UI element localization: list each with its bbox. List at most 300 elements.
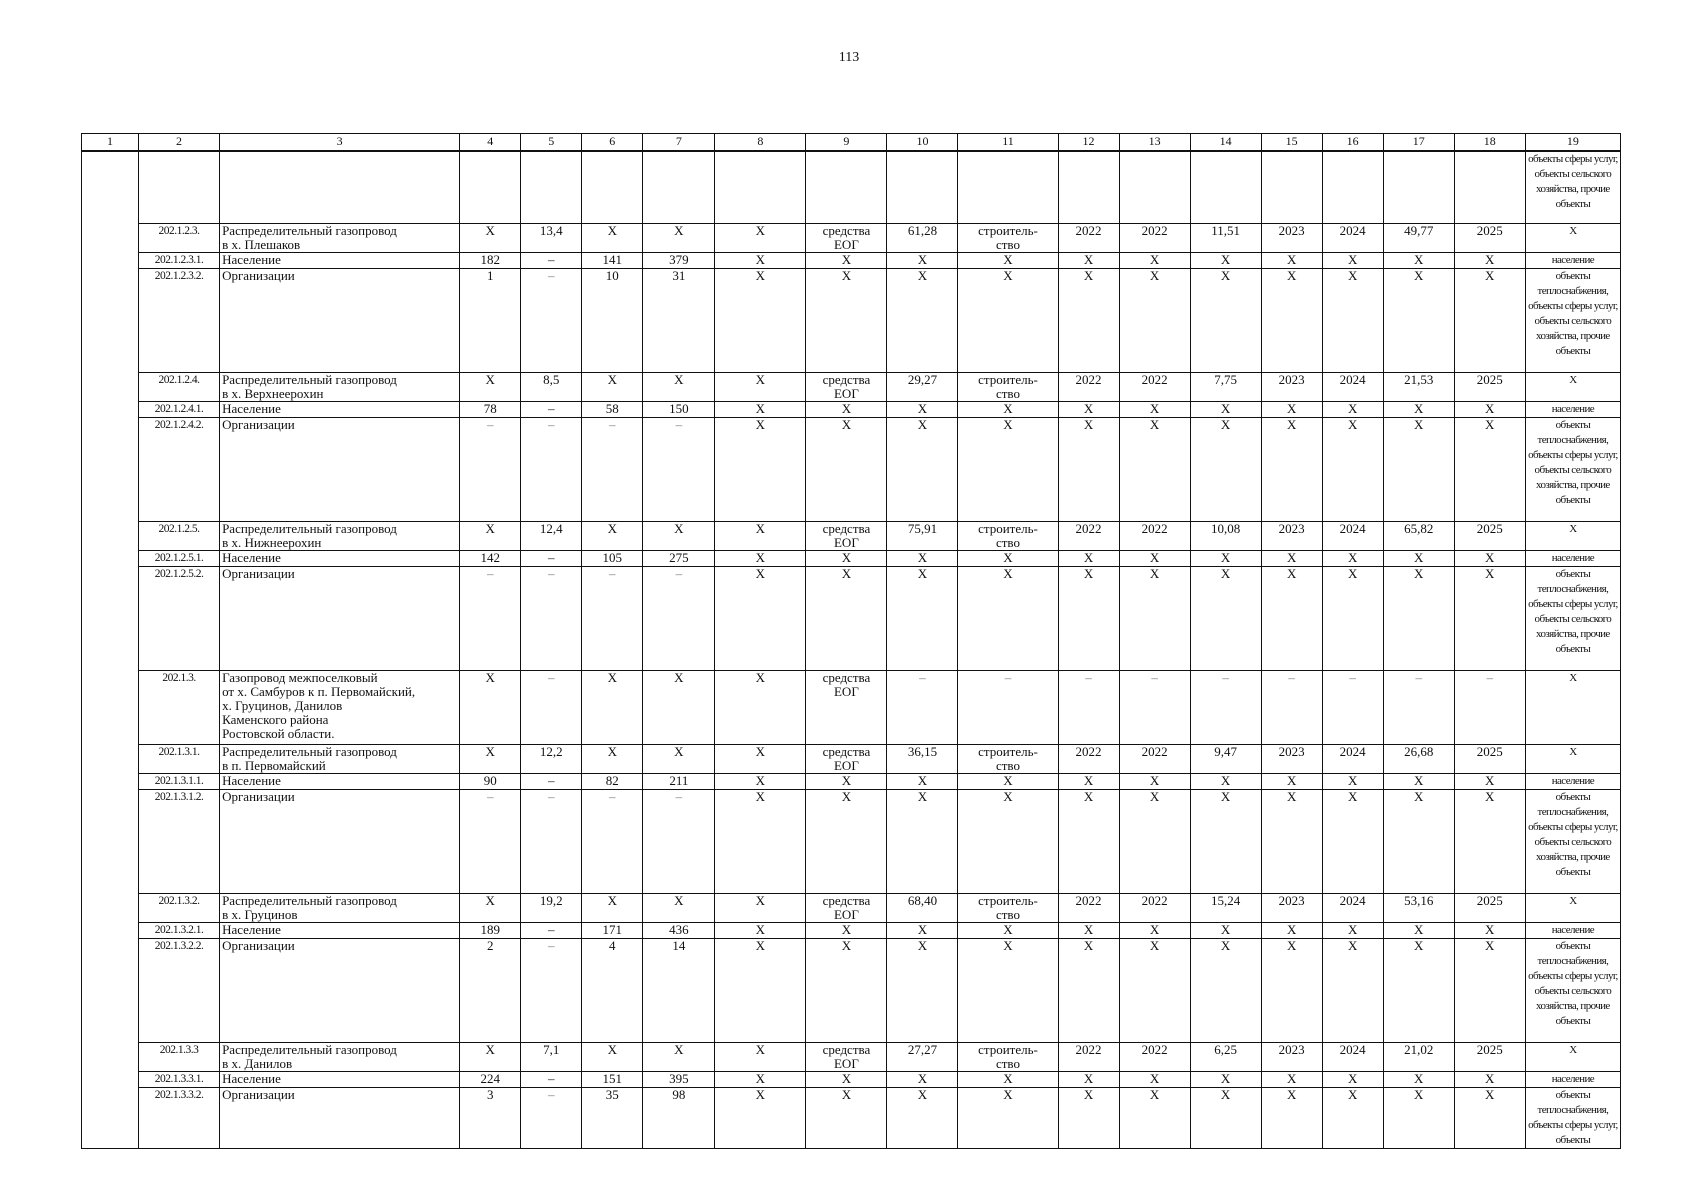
value-cell-col-11: Х xyxy=(958,1071,1058,1087)
value-cell-col-16: Х xyxy=(1322,1071,1383,1087)
value-cell-col-16: Х xyxy=(1322,401,1383,417)
value-cell-col-8: Х xyxy=(715,268,806,372)
value-cell-col-7: – xyxy=(643,417,715,521)
value-cell-col-8 xyxy=(715,151,806,223)
purpose-cell: объекты теплоснабжения, объекты сферы услуг, объекты сельского хозяйства, прочие объекты xyxy=(1525,417,1620,521)
value-cell-col-16: 2024 xyxy=(1322,744,1383,773)
item-name-cell: Население xyxy=(220,1071,460,1087)
value-cell-col-5: 8,5 xyxy=(521,372,582,401)
value-cell-col-4: Х xyxy=(460,893,521,922)
value-cell-col-6: 141 xyxy=(582,252,643,268)
purpose-cell: объекты теплоснабжения, объекты сферы услуг, объекты xyxy=(1525,1087,1620,1148)
value-cell-col-7: 395 xyxy=(643,1071,715,1087)
value-cell-col-12: Х xyxy=(1058,550,1119,566)
value-cell-col-9 xyxy=(806,151,887,223)
value-cell-col-15: Х xyxy=(1261,252,1322,268)
value-cell-col-16: Х xyxy=(1322,268,1383,372)
column-number-9: 9 xyxy=(806,134,887,152)
value-cell-col-18: Х xyxy=(1454,550,1525,566)
item-name-cell: Распределительный газопровод в х. Груцинов xyxy=(220,893,460,922)
column-number-18: 18 xyxy=(1454,134,1525,152)
value-cell-col-18: 2025 xyxy=(1454,1042,1525,1071)
table-row xyxy=(82,252,1621,268)
value-cell-col-16: 2024 xyxy=(1322,223,1383,252)
value-cell-col-7: 31 xyxy=(643,268,715,372)
value-cell-col-17: – xyxy=(1383,670,1454,744)
value-cell-col-15: Х xyxy=(1261,268,1322,372)
value-cell-col-13: Х xyxy=(1119,550,1190,566)
value-cell-col-11: Х xyxy=(958,789,1058,893)
value-cell-col-12: – xyxy=(1058,670,1119,744)
value-cell-col-16: Х xyxy=(1322,922,1383,938)
item-code-cell: 202.1.2.4.1. xyxy=(139,401,220,417)
value-cell-col-4 xyxy=(460,151,521,223)
column-number-19: 19 xyxy=(1525,134,1620,152)
value-cell-col-9: Х xyxy=(806,401,887,417)
value-cell-col-17: 53,16 xyxy=(1383,893,1454,922)
value-cell-col-4: 1 xyxy=(460,268,521,372)
value-cell-col-12: Х xyxy=(1058,566,1119,670)
value-cell-col-8: Х xyxy=(715,417,806,521)
value-cell-col-12: Х xyxy=(1058,938,1119,1042)
value-cell-col-8: Х xyxy=(715,1071,806,1087)
value-cell-col-9: Х xyxy=(806,252,887,268)
table-row xyxy=(82,151,1621,223)
value-cell-col-9: Х xyxy=(806,1071,887,1087)
item-name-cell: Газопровод межпоселковый от х. Самбуров к п. Первомайский, х. Груцинов, Данилов Каменского района Ростовской области. xyxy=(220,670,460,744)
value-cell-col-14: Х xyxy=(1190,252,1261,268)
value-cell-col-5: – xyxy=(521,550,582,566)
value-cell-col-18 xyxy=(1454,151,1525,223)
value-cell-col-6: Х xyxy=(582,744,643,773)
column-number-12: 12 xyxy=(1058,134,1119,152)
value-cell-col-14: 9,47 xyxy=(1190,744,1261,773)
value-cell-col-11: Х xyxy=(958,268,1058,372)
value-cell-col-18: – xyxy=(1454,670,1525,744)
value-cell-col-14: Х xyxy=(1190,550,1261,566)
value-cell-col-8: Х xyxy=(715,550,806,566)
item-code-cell: 202.1.2.5. xyxy=(139,521,220,550)
value-cell-col-4: Х xyxy=(460,521,521,550)
table-row xyxy=(82,670,1621,744)
value-cell-col-4: – xyxy=(460,789,521,893)
item-name-cell: Организации xyxy=(220,1087,460,1148)
value-cell-col-8: Х xyxy=(715,670,806,744)
item-name-cell: Распределительный газопровод в х. Верхнеерохин xyxy=(220,372,460,401)
column-number-17: 17 xyxy=(1383,134,1454,152)
value-cell-col-15: Х xyxy=(1261,789,1322,893)
value-cell-col-4: 224 xyxy=(460,1071,521,1087)
value-cell-col-16: Х xyxy=(1322,1087,1383,1148)
value-cell-col-7: 98 xyxy=(643,1087,715,1148)
item-code-cell: 202.1.2.4. xyxy=(139,372,220,401)
value-cell-col-7: Х xyxy=(643,744,715,773)
value-cell-col-8: Х xyxy=(715,1042,806,1071)
column-1-cell xyxy=(82,151,139,1148)
item-code-cell: 202.1.3.3.2. xyxy=(139,1087,220,1148)
value-cell-col-16: Х xyxy=(1322,566,1383,670)
table-row xyxy=(82,372,1621,401)
value-cell-col-15: Х xyxy=(1261,550,1322,566)
value-cell-col-6: 35 xyxy=(582,1087,643,1148)
value-cell-col-6: Х xyxy=(582,1042,643,1071)
item-name-cell: Организации xyxy=(220,268,460,372)
value-cell-col-13: 2022 xyxy=(1119,223,1190,252)
item-name-cell: Распределительный газопровод в х. Нижнеерохин xyxy=(220,521,460,550)
table-row xyxy=(82,789,1621,893)
value-cell-col-18: Х xyxy=(1454,417,1525,521)
value-cell-col-11: Х xyxy=(958,938,1058,1042)
value-cell-col-17: 21,02 xyxy=(1383,1042,1454,1071)
value-cell-col-5: – xyxy=(521,268,582,372)
value-cell-col-18: 2025 xyxy=(1454,744,1525,773)
table-row xyxy=(82,1071,1621,1087)
value-cell-col-11: строитель- ство xyxy=(958,744,1058,773)
value-cell-col-15: 2023 xyxy=(1261,223,1322,252)
value-cell-col-13: Х xyxy=(1119,938,1190,1042)
value-cell-col-15: Х xyxy=(1261,566,1322,670)
value-cell-col-13: 2022 xyxy=(1119,521,1190,550)
value-cell-col-8: Х xyxy=(715,893,806,922)
value-cell-col-7: Х xyxy=(643,1042,715,1071)
value-cell-col-6: Х xyxy=(582,670,643,744)
data-table xyxy=(81,133,1621,1149)
value-cell-col-15: Х xyxy=(1261,401,1322,417)
value-cell-col-12: 2022 xyxy=(1058,223,1119,252)
value-cell-col-9: средства ЕОГ xyxy=(806,744,887,773)
value-cell-col-10: Х xyxy=(887,1087,958,1148)
column-number-3: 3 xyxy=(220,134,460,152)
value-cell-col-18: Х xyxy=(1454,401,1525,417)
value-cell-col-9: средства ЕОГ xyxy=(806,372,887,401)
table-row xyxy=(82,223,1621,252)
value-cell-col-8: Х xyxy=(715,521,806,550)
value-cell-col-16: Х xyxy=(1322,252,1383,268)
value-cell-col-14: Х xyxy=(1190,417,1261,521)
value-cell-col-10: 27,27 xyxy=(887,1042,958,1071)
column-number-13: 13 xyxy=(1119,134,1190,152)
value-cell-col-5: – xyxy=(521,773,582,789)
value-cell-col-11: строитель- ство xyxy=(958,893,1058,922)
value-cell-col-14: 10,08 xyxy=(1190,521,1261,550)
value-cell-col-14: 11,51 xyxy=(1190,223,1261,252)
value-cell-col-9: средства ЕОГ xyxy=(806,521,887,550)
value-cell-col-7: 150 xyxy=(643,401,715,417)
value-cell-col-13: Х xyxy=(1119,401,1190,417)
value-cell-col-5: – xyxy=(521,252,582,268)
value-cell-col-6: – xyxy=(582,417,643,521)
table-row xyxy=(82,893,1621,922)
value-cell-col-4: 142 xyxy=(460,550,521,566)
value-cell-col-18: Х xyxy=(1454,268,1525,372)
value-cell-col-7 xyxy=(643,151,715,223)
value-cell-col-18: Х xyxy=(1454,789,1525,893)
value-cell-col-10: Х xyxy=(887,773,958,789)
value-cell-col-10: Х xyxy=(887,789,958,893)
value-cell-col-12: 2022 xyxy=(1058,893,1119,922)
value-cell-col-12: Х xyxy=(1058,401,1119,417)
value-cell-col-13: Х xyxy=(1119,268,1190,372)
value-cell-col-13: Х xyxy=(1119,773,1190,789)
item-code-cell xyxy=(139,151,220,223)
value-cell-col-17: Х xyxy=(1383,417,1454,521)
value-cell-col-7: 14 xyxy=(643,938,715,1042)
purpose-cell: население xyxy=(1525,1071,1620,1087)
column-number-14: 14 xyxy=(1190,134,1261,152)
value-cell-col-5 xyxy=(521,151,582,223)
column-number-row xyxy=(82,134,1621,152)
value-cell-col-8: Х xyxy=(715,372,806,401)
value-cell-col-16: – xyxy=(1322,670,1383,744)
value-cell-col-6 xyxy=(582,151,643,223)
value-cell-col-13: 2022 xyxy=(1119,744,1190,773)
value-cell-col-18: Х xyxy=(1454,773,1525,789)
item-name-cell: Организации xyxy=(220,566,460,670)
value-cell-col-17 xyxy=(1383,151,1454,223)
table-row xyxy=(82,1042,1621,1071)
value-cell-col-10: Х xyxy=(887,252,958,268)
value-cell-col-15: Х xyxy=(1261,922,1322,938)
value-cell-col-11: Х xyxy=(958,401,1058,417)
value-cell-col-11: Х xyxy=(958,1087,1058,1148)
value-cell-col-18: 2025 xyxy=(1454,223,1525,252)
item-name-cell: Население xyxy=(220,773,460,789)
value-cell-col-12: Х xyxy=(1058,789,1119,893)
value-cell-col-8: Х xyxy=(715,922,806,938)
value-cell-col-10: 75,91 xyxy=(887,521,958,550)
value-cell-col-15: Х xyxy=(1261,1087,1322,1148)
value-cell-col-6: 82 xyxy=(582,773,643,789)
value-cell-col-16: 2024 xyxy=(1322,893,1383,922)
value-cell-col-6: Х xyxy=(582,223,643,252)
value-cell-col-5: 7,1 xyxy=(521,1042,582,1071)
value-cell-col-13: 2022 xyxy=(1119,1042,1190,1071)
value-cell-col-11: Х xyxy=(958,566,1058,670)
value-cell-col-13: Х xyxy=(1119,922,1190,938)
value-cell-col-4: Х xyxy=(460,223,521,252)
table-row xyxy=(82,922,1621,938)
value-cell-col-7: Х xyxy=(643,372,715,401)
value-cell-col-6: Х xyxy=(582,893,643,922)
value-cell-col-8: Х xyxy=(715,789,806,893)
purpose-cell: объекты теплоснабжения, объекты сферы услуг, объекты сельского хозяйства, прочие объекты xyxy=(1525,789,1620,893)
purpose-cell: объекты теплоснабжения, объекты сферы услуг, объекты сельского хозяйства, прочие объекты xyxy=(1525,938,1620,1042)
value-cell-col-4: 90 xyxy=(460,773,521,789)
value-cell-col-8: Х xyxy=(715,1087,806,1148)
table-row xyxy=(82,401,1621,417)
value-cell-col-17: 65,82 xyxy=(1383,521,1454,550)
value-cell-col-5: – xyxy=(521,1071,582,1087)
value-cell-col-12: 2022 xyxy=(1058,1042,1119,1071)
value-cell-col-8: Х xyxy=(715,223,806,252)
value-cell-col-17: 26,68 xyxy=(1383,744,1454,773)
value-cell-col-14: – xyxy=(1190,670,1261,744)
value-cell-col-17: Х xyxy=(1383,252,1454,268)
value-cell-col-12: Х xyxy=(1058,417,1119,521)
value-cell-col-4: Х xyxy=(460,670,521,744)
column-number-11: 11 xyxy=(958,134,1058,152)
value-cell-col-17: Х xyxy=(1383,401,1454,417)
column-number-8: 8 xyxy=(715,134,806,152)
value-cell-col-5: 13,4 xyxy=(521,223,582,252)
value-cell-col-18: Х xyxy=(1454,1087,1525,1148)
value-cell-col-17: Х xyxy=(1383,1087,1454,1148)
purpose-cell: население xyxy=(1525,922,1620,938)
value-cell-col-5: 19,2 xyxy=(521,893,582,922)
purpose-cell: объекты теплоснабжения, объекты сферы услуг, объекты сельского хозяйства, прочие объекты xyxy=(1525,268,1620,372)
value-cell-col-10: Х xyxy=(887,922,958,938)
value-cell-col-16: 2024 xyxy=(1322,1042,1383,1071)
value-cell-col-7: – xyxy=(643,789,715,893)
value-cell-col-18: Х xyxy=(1454,938,1525,1042)
value-cell-col-7: Х xyxy=(643,521,715,550)
item-code-cell: 202.1.3.1. xyxy=(139,744,220,773)
value-cell-col-12: Х xyxy=(1058,1087,1119,1148)
value-cell-col-10: Х xyxy=(887,566,958,670)
value-cell-col-7: Х xyxy=(643,670,715,744)
value-cell-col-12: Х xyxy=(1058,268,1119,372)
value-cell-col-10 xyxy=(887,151,958,223)
value-cell-col-6: 4 xyxy=(582,938,643,1042)
item-name-cell: Организации xyxy=(220,938,460,1042)
column-number-16: 16 xyxy=(1322,134,1383,152)
value-cell-col-11: Х xyxy=(958,922,1058,938)
value-cell-col-9: Х xyxy=(806,922,887,938)
purpose-cell: население xyxy=(1525,550,1620,566)
item-name-cell: Распределительный газопровод в х. Плешаков xyxy=(220,223,460,252)
value-cell-col-15: 2023 xyxy=(1261,1042,1322,1071)
value-cell-col-7: – xyxy=(643,566,715,670)
item-code-cell: 202.1.2.3.1. xyxy=(139,252,220,268)
value-cell-col-4: – xyxy=(460,417,521,521)
value-cell-col-14: Х xyxy=(1190,773,1261,789)
item-code-cell: 202.1.2.4.2. xyxy=(139,417,220,521)
value-cell-col-4: Х xyxy=(460,372,521,401)
value-cell-col-5: – xyxy=(521,566,582,670)
value-cell-col-6: 10 xyxy=(582,268,643,372)
value-cell-col-9: средства ЕОГ xyxy=(806,893,887,922)
value-cell-col-11: Х xyxy=(958,252,1058,268)
value-cell-col-18: Х xyxy=(1454,566,1525,670)
page-number: 113 xyxy=(838,50,860,65)
value-cell-col-13 xyxy=(1119,151,1190,223)
value-cell-col-11: Х xyxy=(958,417,1058,521)
value-cell-col-13: – xyxy=(1119,670,1190,744)
value-cell-col-8: Х xyxy=(715,938,806,1042)
value-cell-col-16 xyxy=(1322,151,1383,223)
value-cell-col-14: 6,25 xyxy=(1190,1042,1261,1071)
value-cell-col-14: Х xyxy=(1190,922,1261,938)
value-cell-col-5: – xyxy=(521,938,582,1042)
value-cell-col-16: Х xyxy=(1322,938,1383,1042)
value-cell-col-9: Х xyxy=(806,268,887,372)
value-cell-col-7: 436 xyxy=(643,922,715,938)
table-row xyxy=(82,417,1621,521)
item-code-cell: 202.1.3.3 xyxy=(139,1042,220,1071)
item-code-cell: 202.1.3.1.2. xyxy=(139,789,220,893)
value-cell-col-10: Х xyxy=(887,1071,958,1087)
value-cell-col-18: 2025 xyxy=(1454,372,1525,401)
column-number-5: 5 xyxy=(521,134,582,152)
column-number-6: 6 xyxy=(582,134,643,152)
value-cell-col-17: Х xyxy=(1383,773,1454,789)
value-cell-col-15: 2023 xyxy=(1261,521,1322,550)
table-row xyxy=(82,1087,1621,1148)
purpose-cell: объекты теплоснабжения, объекты сферы услуг, объекты сельского хозяйства, прочие объекты xyxy=(1525,566,1620,670)
item-name-cell xyxy=(220,151,460,223)
value-cell-col-13: Х xyxy=(1119,252,1190,268)
value-cell-col-16: Х xyxy=(1322,773,1383,789)
value-cell-col-13: Х xyxy=(1119,1087,1190,1148)
value-cell-col-4: 2 xyxy=(460,938,521,1042)
value-cell-col-16: Х xyxy=(1322,550,1383,566)
value-cell-col-17: Х xyxy=(1383,550,1454,566)
column-number-7: 7 xyxy=(643,134,715,152)
column-number-10: 10 xyxy=(887,134,958,152)
value-cell-col-7: 211 xyxy=(643,773,715,789)
item-name-cell: Население xyxy=(220,922,460,938)
table-row xyxy=(82,938,1621,1042)
value-cell-col-17: Х xyxy=(1383,789,1454,893)
value-cell-col-10: Х xyxy=(887,550,958,566)
table-row xyxy=(82,566,1621,670)
item-code-cell: 202.1.3.2. xyxy=(139,893,220,922)
value-cell-col-9: Х xyxy=(806,550,887,566)
value-cell-col-14: Х xyxy=(1190,566,1261,670)
table-row xyxy=(82,550,1621,566)
value-cell-col-11: – xyxy=(958,670,1058,744)
value-cell-col-15: 2023 xyxy=(1261,372,1322,401)
value-cell-col-9: Х xyxy=(806,938,887,1042)
value-cell-col-7: Х xyxy=(643,893,715,922)
value-cell-col-14: Х xyxy=(1190,1087,1261,1148)
value-cell-col-9: средства ЕОГ xyxy=(806,670,887,744)
value-cell-col-17: Х xyxy=(1383,938,1454,1042)
value-cell-col-15 xyxy=(1261,151,1322,223)
item-code-cell: 202.1.3.3.1. xyxy=(139,1071,220,1087)
item-name-cell: Распределительный газопровод в п. Первомайский xyxy=(220,744,460,773)
value-cell-col-18: Х xyxy=(1454,922,1525,938)
value-cell-col-15: Х xyxy=(1261,773,1322,789)
value-cell-col-8: Х xyxy=(715,566,806,670)
value-cell-col-12 xyxy=(1058,151,1119,223)
value-cell-col-11: строитель- ство xyxy=(958,1042,1058,1071)
value-cell-col-8: Х xyxy=(715,401,806,417)
item-code-cell: 202.1.2.5.2. xyxy=(139,566,220,670)
value-cell-col-17: Х xyxy=(1383,1071,1454,1087)
value-cell-col-9: Х xyxy=(806,566,887,670)
column-number-15: 15 xyxy=(1261,134,1322,152)
purpose-cell: Х xyxy=(1525,372,1620,401)
value-cell-col-18: Х xyxy=(1454,1071,1525,1087)
value-cell-col-17: 49,77 xyxy=(1383,223,1454,252)
value-cell-col-13: Х xyxy=(1119,1071,1190,1087)
value-cell-col-10: 29,27 xyxy=(887,372,958,401)
item-code-cell: 202.1.3. xyxy=(139,670,220,744)
value-cell-col-4: – xyxy=(460,566,521,670)
value-cell-col-15: Х xyxy=(1261,1071,1322,1087)
value-cell-col-11: строитель- ство xyxy=(958,223,1058,252)
value-cell-col-13: 2022 xyxy=(1119,893,1190,922)
value-cell-col-16: Х xyxy=(1322,417,1383,521)
value-cell-col-11: Х xyxy=(958,550,1058,566)
value-cell-col-12: 2022 xyxy=(1058,521,1119,550)
purpose-cell: Х xyxy=(1525,1042,1620,1071)
value-cell-col-18: 2025 xyxy=(1454,893,1525,922)
value-cell-col-5: – xyxy=(521,401,582,417)
value-cell-col-7: 379 xyxy=(643,252,715,268)
value-cell-col-8: Х xyxy=(715,773,806,789)
